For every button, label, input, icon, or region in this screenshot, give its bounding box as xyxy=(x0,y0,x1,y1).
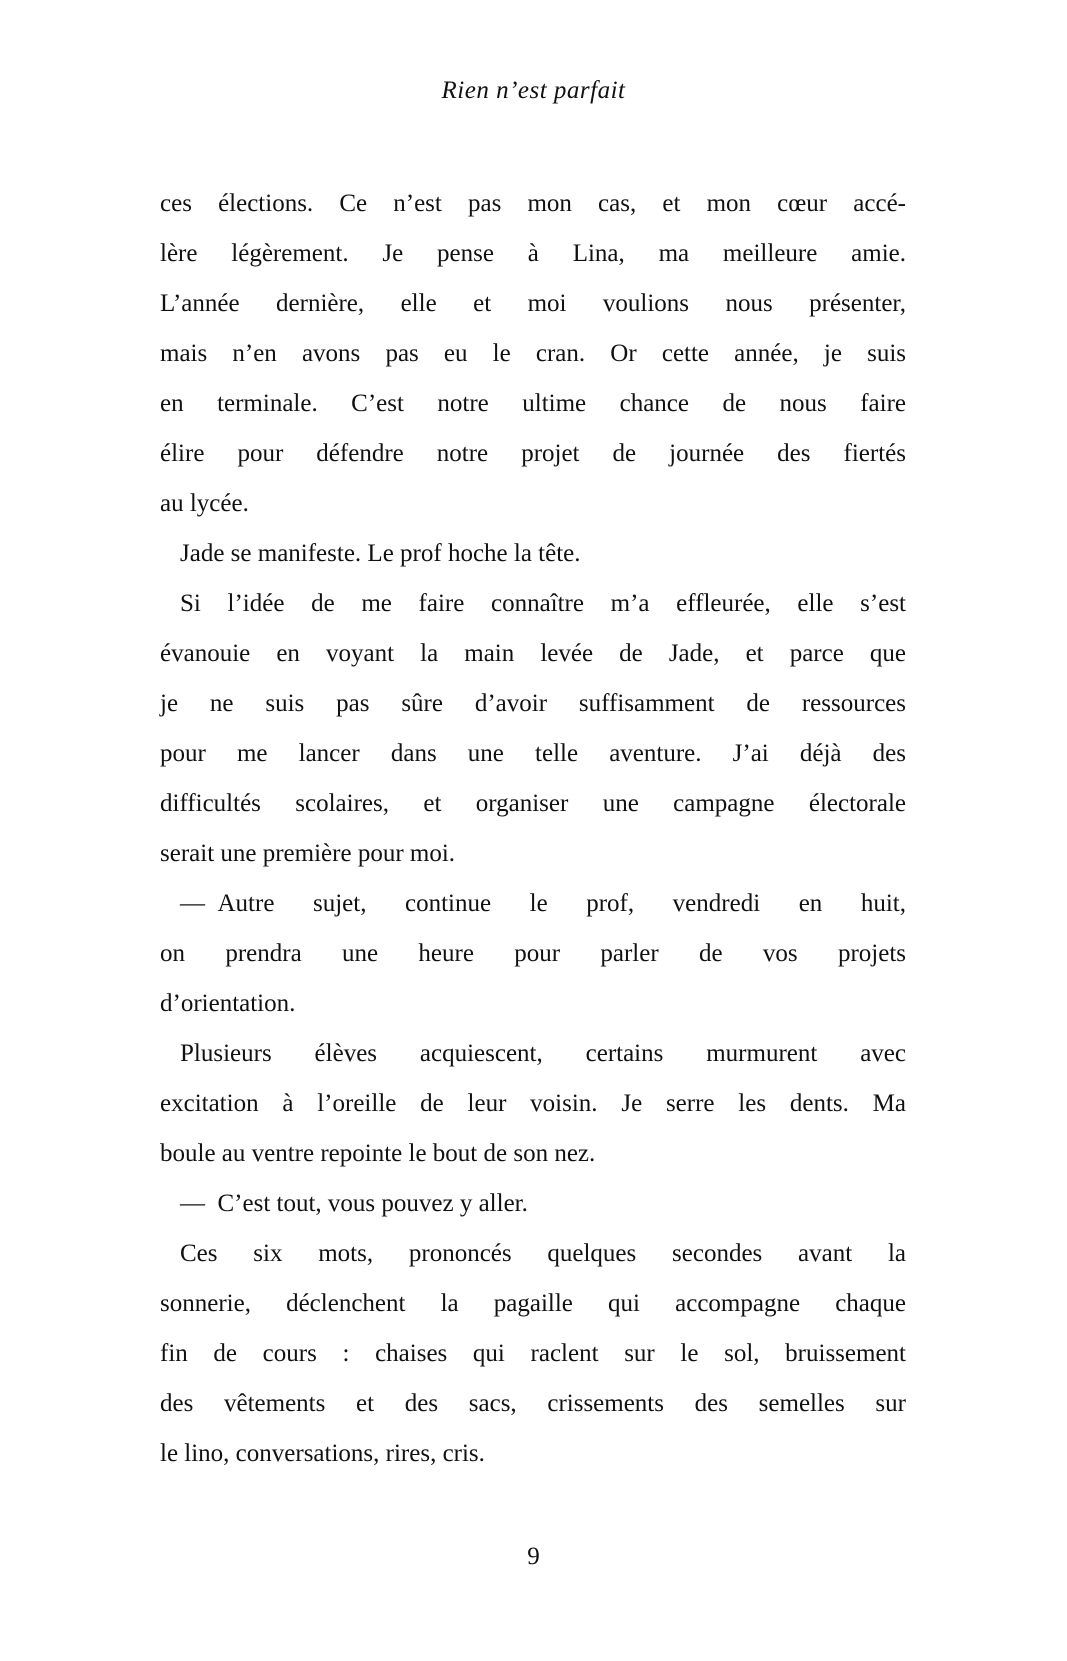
text-line: Jade se manifeste. Le prof hoche la tête. xyxy=(180,540,581,567)
text-line: Plusieurs élèves acquiescent, certains murmurent avec xyxy=(180,1040,906,1067)
paragraph xyxy=(160,1029,906,1179)
text-line: en terminale. C’est notre ultime chance de nous faire xyxy=(160,390,906,417)
text-line: je ne suis pas sûre d’avoir suffisamment de ressources xyxy=(160,690,906,717)
paragraph xyxy=(160,579,906,879)
text-line: on prendra une heure pour parler de vos projets xyxy=(160,940,906,967)
text-line: le lino, conversations, rires, cris. xyxy=(160,1440,485,1467)
text-line: boule au ventre repointe le bout de son nez. xyxy=(160,1140,596,1167)
paragraph xyxy=(160,1229,906,1479)
page-number: 9 xyxy=(527,1543,540,1570)
text-line: fin de cours : chaises qui raclent sur le sol, bruissement xyxy=(160,1340,906,1367)
text-line: mais n’en avons pas eu le cran. Or cette année, je suis xyxy=(160,340,906,367)
text-line: Ces six mots, prononcés quelques secondes avant la xyxy=(180,1240,906,1267)
text-line: élire pour défendre notre projet de journée des fiertés xyxy=(160,440,906,467)
text-line: pour me lancer dans une telle aventure. J’ai déjà des xyxy=(160,740,906,767)
body-text xyxy=(160,179,906,1479)
text-line: serait une première pour moi. xyxy=(160,840,456,867)
text-line: des vêtements et des sacs, crissements des semelles sur xyxy=(160,1390,906,1417)
paragraph-dialogue xyxy=(160,879,906,1029)
text-line: évanouie en voyant la main levée de Jade, et parce que xyxy=(160,640,906,667)
text-line: d’orientation. xyxy=(160,990,296,1017)
text-line: ces élections. Ce n’est pas mon cas, et mon cœur accé- xyxy=(160,190,906,217)
text-line: L’année dernière, elle et moi voulions nous présenter, xyxy=(160,290,906,317)
paragraph xyxy=(160,179,906,529)
paragraph xyxy=(160,529,906,579)
text-line: — C’est tout, vous pouvez y aller. xyxy=(180,1190,528,1217)
text-line: excitation à l’oreille de leur voisin. Je serre les dents. Ma xyxy=(160,1090,906,1117)
text-line: difficultés scolaires, et organiser une campagne électorale xyxy=(160,790,906,817)
running-header: Rien n’est parfait xyxy=(441,77,626,104)
paragraph-dialogue xyxy=(160,1179,906,1229)
text-line: Si l’idée de me faire connaître m’a effleurée, elle s’est xyxy=(180,590,906,617)
text-line: — Autre sujet, continue le prof, vendredi en huit, xyxy=(180,890,906,917)
text-line: sonnerie, déclenchent la pagaille qui accompagne chaque xyxy=(160,1290,906,1317)
text-line: au lycée. xyxy=(160,490,249,517)
text-line: lère légèrement. Je pense à Lina, ma meilleure amie. xyxy=(160,240,906,267)
